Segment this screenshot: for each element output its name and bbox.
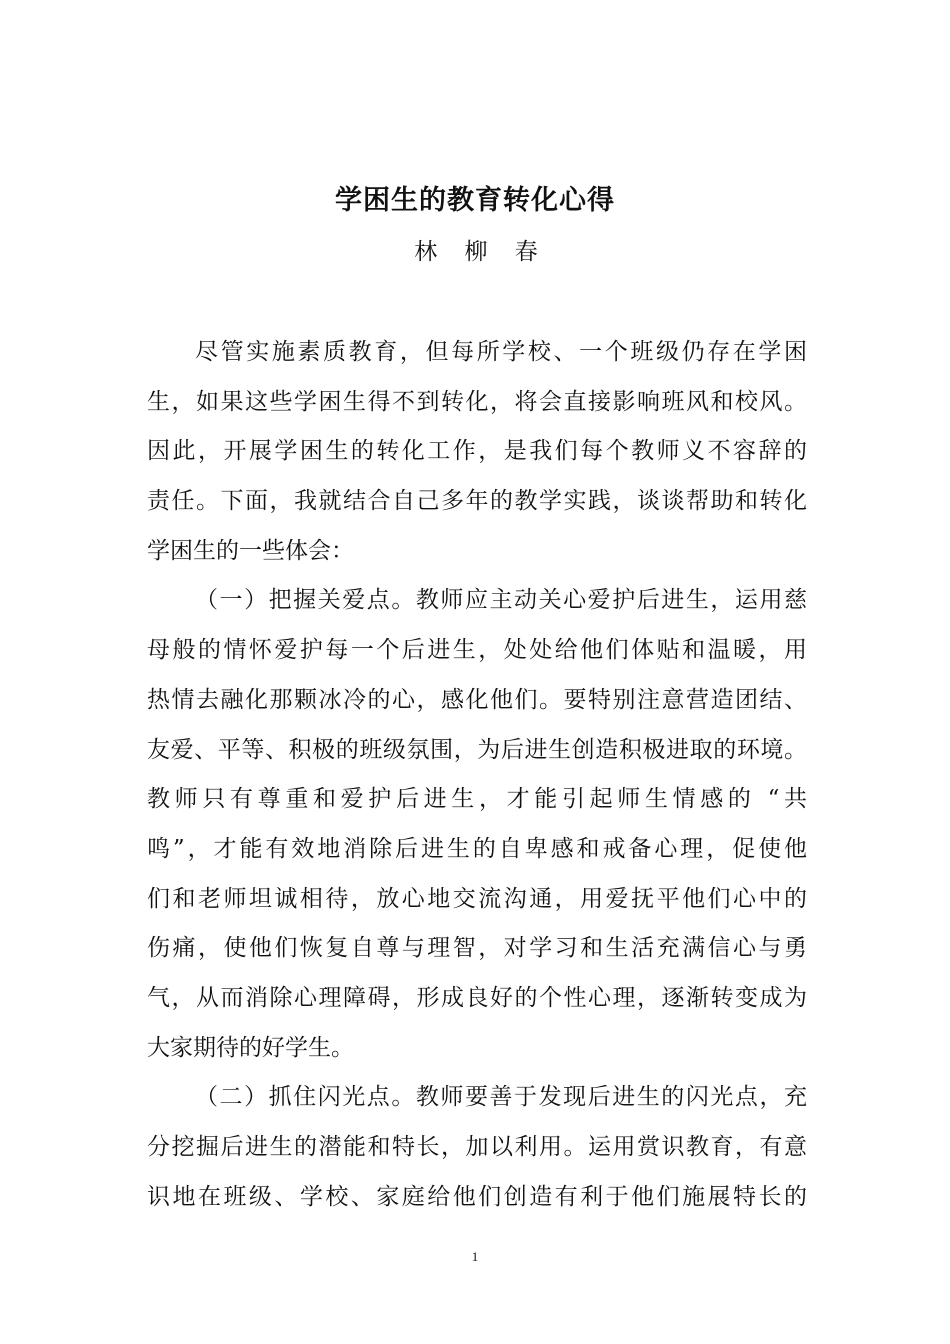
paragraph-line: 大家期待的好学生。 [147, 1034, 354, 1061]
document-author: 林 柳 春 [414, 239, 548, 265]
paragraph-line: 尽管实施素质教育，但每所学校、一个班级仍存在学困 [195, 339, 807, 365]
paragraph-line: 们和老师坦诚相待，放心地交流沟通，用爱抚平他们心中的 [147, 885, 807, 912]
paragraph-line: 分挖掘后进生的潜能和特长，加以利用。运用赏识教育，有意 [147, 1134, 807, 1160]
paragraph-line: 生，如果这些学困生得不到转化，将会直接影响班风和校风。 [147, 388, 807, 415]
paragraph-line: 教师只有尊重和爱护后进生，才能引起师生情感的 “共 [147, 786, 807, 813]
page-number: 1 [471, 1249, 479, 1264]
paragraph-line: 鸣”，才能有效地消除后进生的自卑感和戒备心理，促使他 [147, 835, 807, 862]
paragraph-line: 气，从而消除心理障碍，形成良好的个性心理，逐渐转变成为 [147, 984, 807, 1011]
paragraph-line: 母般的情怀爱护每一个后进生，处处给他们体贴和温暖，用 [147, 637, 807, 664]
paragraph-line: 识地在班级、学校、家庭给他们创造有利于他们施展特长的 [147, 1183, 807, 1210]
paragraph-line: 因此，开展学困生的转化工作，是我们每个教师义不容辞的 [147, 438, 807, 465]
paragraph-line: （一）把握关爱点。教师应主动关心爱护后进生，运用慈 [195, 587, 807, 614]
paragraph-line: 学困生的一些体会： [147, 537, 354, 564]
paragraph-line: （二）抓住闪光点。教师要善于发现后进生的闪光点，充 [195, 1084, 807, 1111]
paragraph-line: 友爱、平等、积极的班级氛围，为后进生创造积极进取的环境。 [147, 736, 807, 763]
paragraph-line: 伤痛，使他们恢复自尊与理智，对学习和生活充满信心与勇 [147, 935, 807, 962]
document-body [147, 328, 807, 1222]
paragraph-line: 热情去融化那颗冰冷的心，感化他们。要特别注意营造团结、 [147, 686, 807, 713]
document-title: 学困生的教育转化心得 [335, 185, 615, 216]
paragraph-line: 责任。下面，我就结合自己多年的教学实践，谈谈帮助和转化 [147, 488, 807, 515]
